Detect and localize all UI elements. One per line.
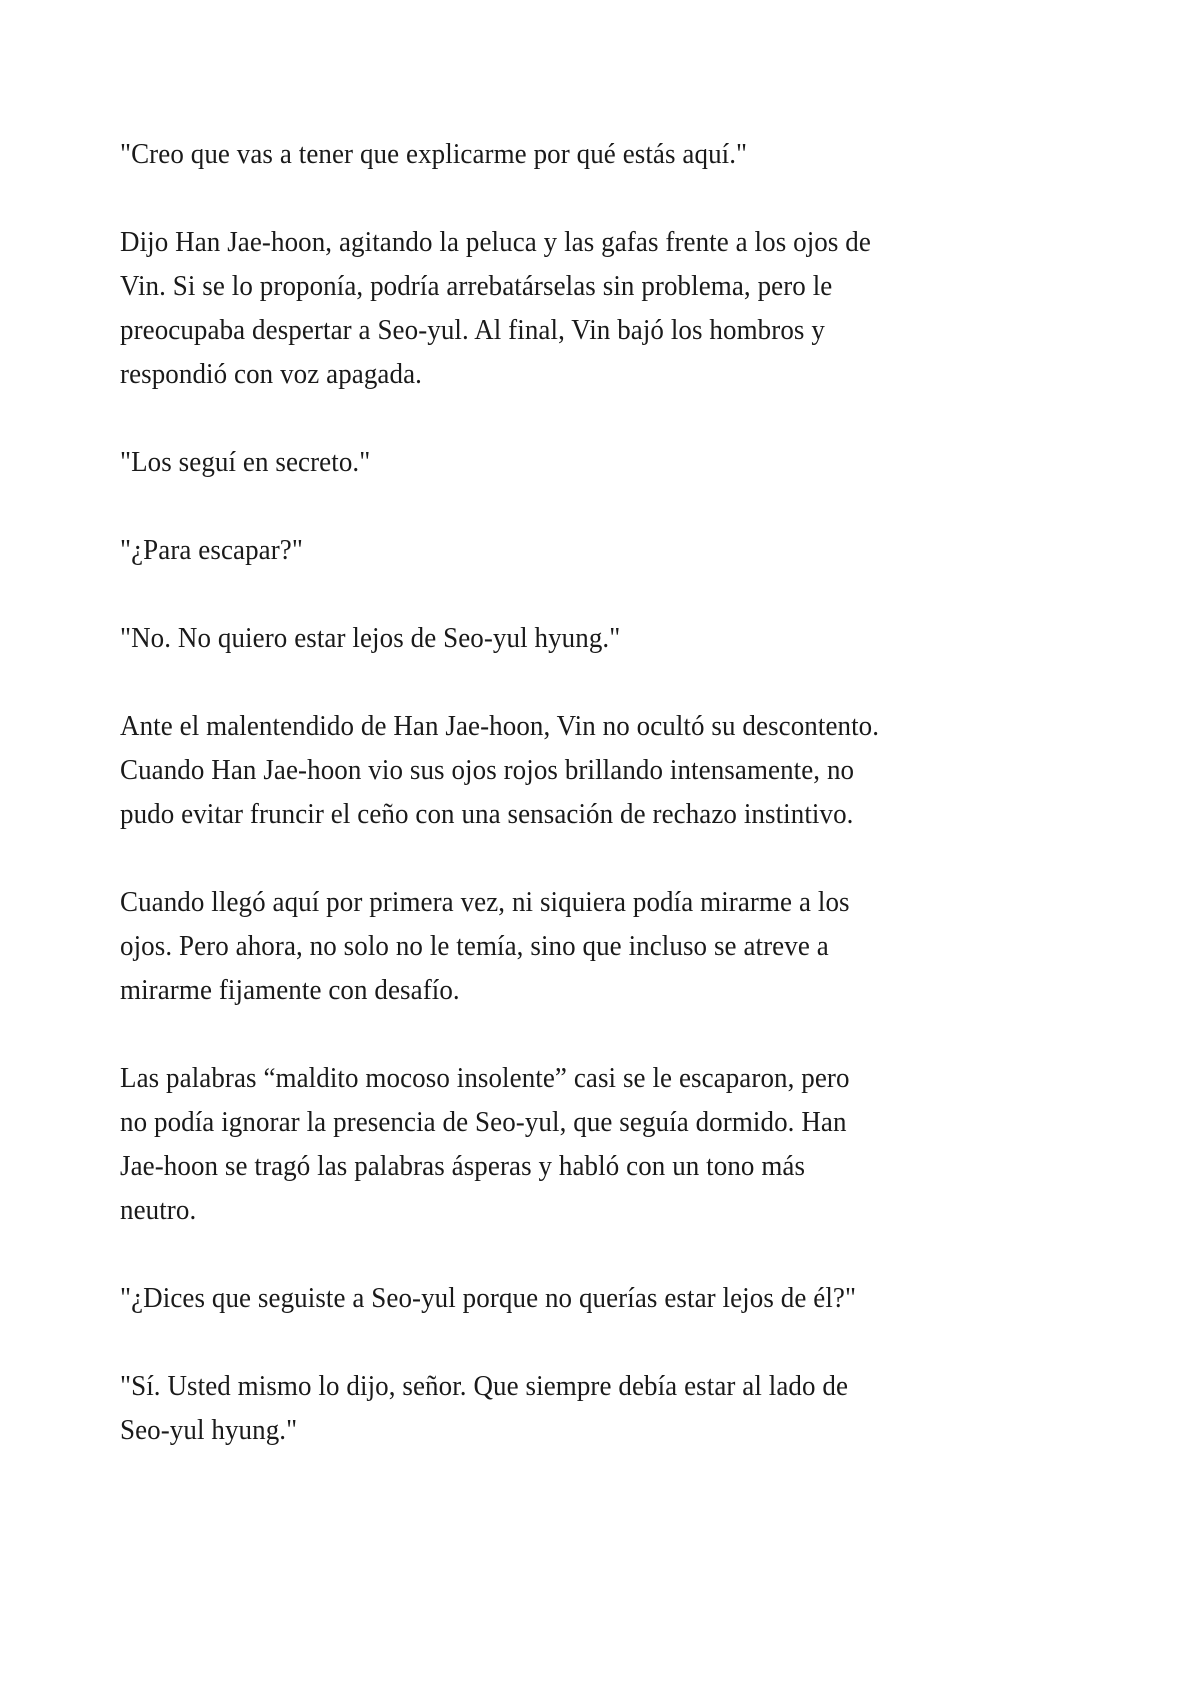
text-line: Jae-hoon se tragó las palabras ásperas y habló con un tono más [120,1150,806,1182]
text-line: Seo-yul hyung." [120,1414,298,1446]
text-line: "Sí. Usted mismo lo dijo, señor. Que siempre debía estar al lado de [120,1370,849,1402]
paragraph-dialogue [120,132,1120,176]
text-line: "¿Para escapar?" [120,534,303,566]
paragraph-narration [120,1056,1120,1232]
paragraph-dialogue [120,616,1120,660]
text-line: preocupaba despertar a Seo-yul. Al final, Vin bajó los hombros y [120,314,825,346]
text-line: Dijo Han Jae-hoon, agitando la peluca y las gafas frente a los ojos de [120,226,871,258]
text-line: Vin. Si se lo proponía, podría arrebatárselas sin problema, pero le [120,270,833,302]
text-line: Ante el malentendido de Han Jae-hoon, Vin no ocultó su descontento. [120,710,880,742]
text-line: respondió con voz apagada. [120,358,422,390]
paragraph-dialogue [120,1364,1120,1452]
paragraph-narration [120,880,1120,1012]
text-line: Cuando Han Jae-hoon vio sus ojos rojos brillando intensamente, no [120,754,855,786]
text-line: Cuando llegó aquí por primera vez, ni siquiera podía mirarme a los [120,886,850,918]
text-line: "No. No quiero estar lejos de Seo-yul hyung." [120,622,621,654]
text-line: neutro. [120,1194,197,1226]
text-body [120,132,1120,1496]
text-line: "¿Dices que seguiste a Seo-yul porque no querías estar lejos de él?" [120,1282,857,1314]
text-line: "Los seguí en secreto." [120,446,371,478]
paragraph-narration [120,704,1120,836]
paragraph-dialogue [120,528,1120,572]
text-line: "Creo que vas a tener que explicarme por qué estás aquí." [120,138,748,170]
paragraph-narration [120,220,1120,396]
text-line: Las palabras “maldito mocoso insolente” casi se le escaparon, pero [120,1062,850,1094]
text-line: no podía ignorar la presencia de Seo-yul, que seguía dormido. Han [120,1106,847,1138]
text-line: pudo evitar fruncir el ceño con una sensación de rechazo instintivo. [120,798,854,830]
paragraph-dialogue [120,1276,1120,1320]
text-line: ojos. Pero ahora, no solo no le temía, sino que incluso se atreve a [120,930,829,962]
text-line: mirarme fijamente con desafío. [120,974,460,1006]
paragraph-dialogue [120,440,1120,484]
